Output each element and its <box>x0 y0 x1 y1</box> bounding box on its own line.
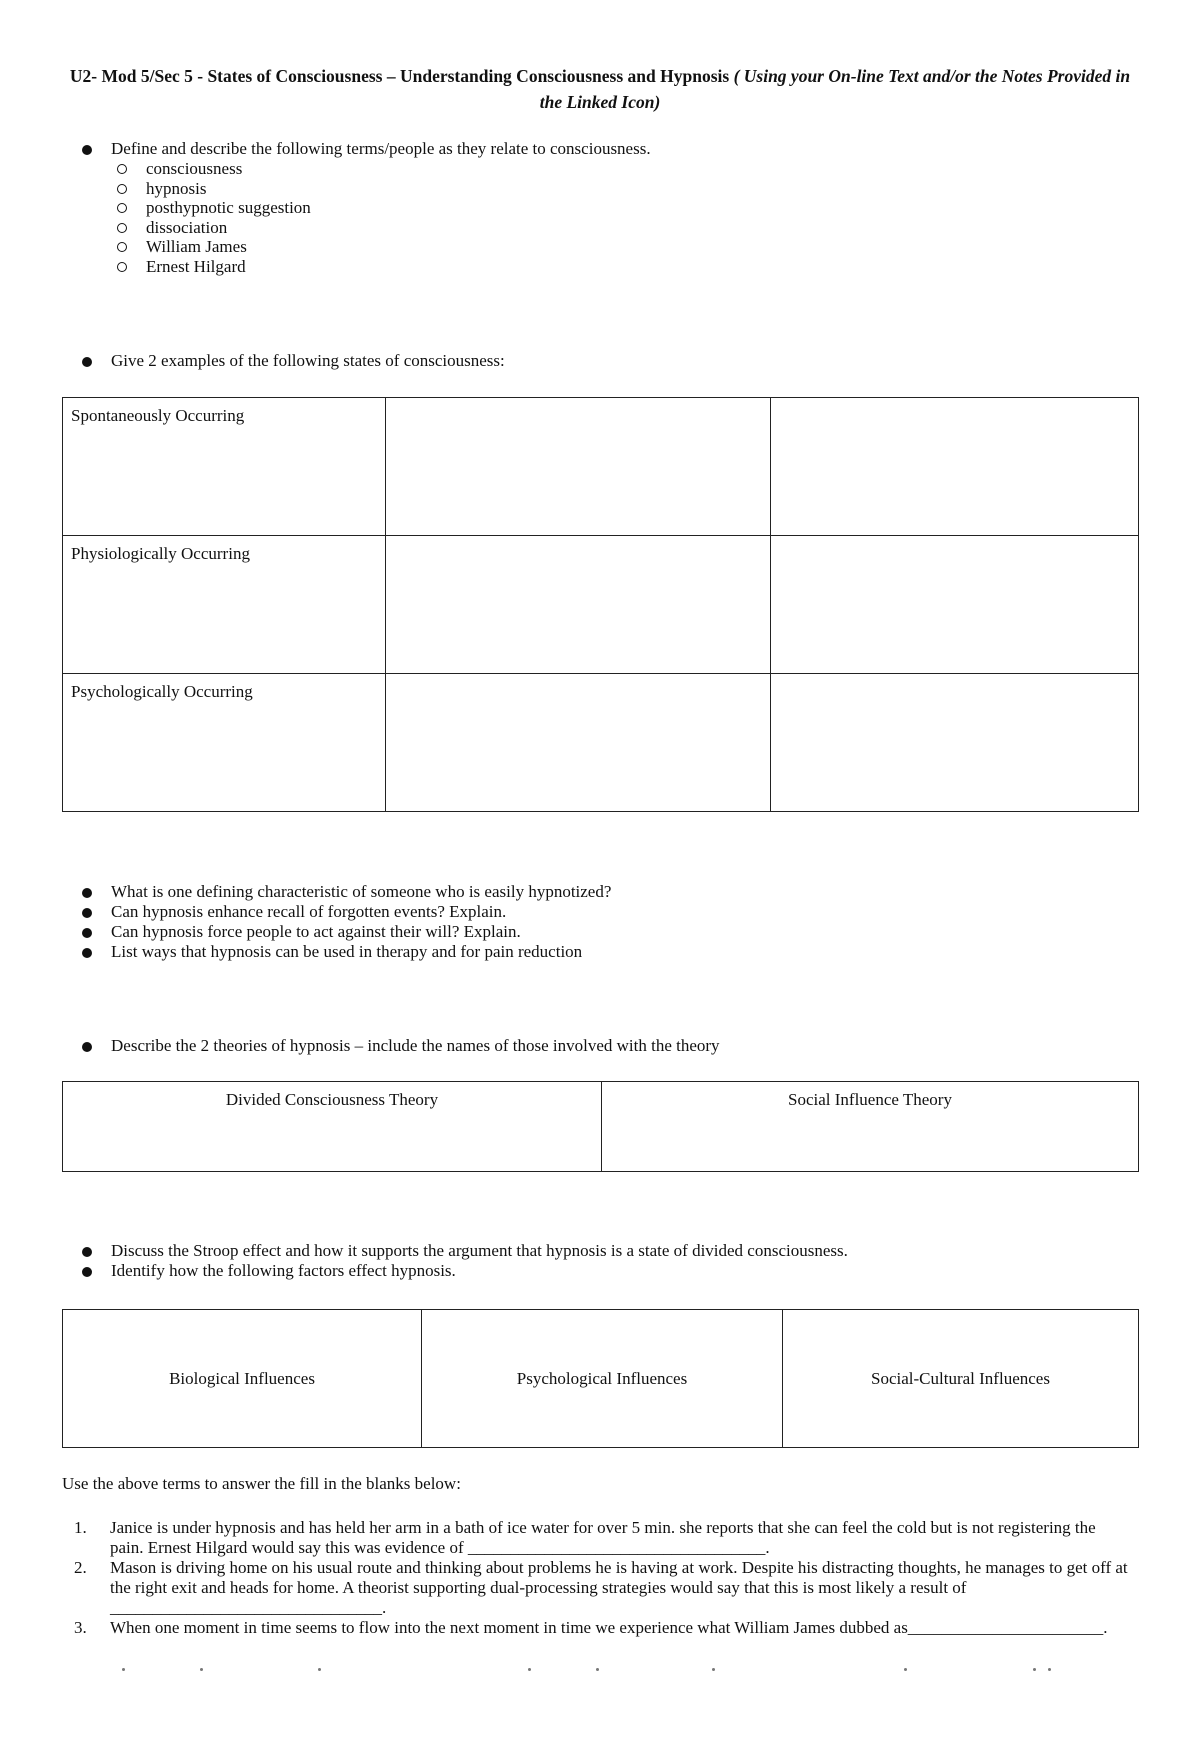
section4-prompt: Describe the 2 theories of hypnosis – include the names of those involved with the theory <box>62 1036 720 1056</box>
bullet-icon <box>82 357 92 367</box>
term-item: William James <box>113 237 311 257</box>
bullet-icon <box>82 888 92 898</box>
answer-cell[interactable] <box>386 536 771 674</box>
section2-prompt: Give 2 examples of the following states of consciousness: <box>62 351 505 371</box>
theory-divided-consciousness: Divided Consciousness Theory <box>63 1082 602 1172</box>
question-item: What is one defining characteristic of someone who is easily hypnotized? <box>62 882 611 902</box>
bullet-icon <box>82 908 92 918</box>
bullet-icon <box>82 948 92 958</box>
fill-in-item: 2. Mason is driving home on his usual route and thinking about problems he is having at work. Despite his distracting thoughts, he manages to get off at the right exit and heads for home. A theorist supporting dual-processing strategies would say that this is most likely a result of ________________________________. <box>74 1558 1128 1617</box>
theories-table <box>62 1081 1139 1172</box>
question-item: Discuss the Stroop effect and how it supports the argument that hypnosis is a state of divided consciousness. <box>62 1241 848 1261</box>
bullet-icon <box>82 1247 92 1257</box>
title-note: ( Using your On-line Text and/or the Notes Provided in the Linked Icon) <box>539 66 1131 112</box>
bullet-icon <box>82 145 92 155</box>
section3-list <box>62 882 611 962</box>
table-row <box>63 1082 1139 1172</box>
section1-prompt: Define and describe the following terms/people as they relate to consciousness. <box>62 139 651 159</box>
answer-cell[interactable] <box>386 398 771 536</box>
factors-table <box>62 1309 1139 1448</box>
section5-list <box>62 1241 848 1281</box>
fill-in-item: 3. When one moment in time seems to flow into the next moment in time we experience what William James dubbed as_______________________. <box>74 1618 1108 1637</box>
table-row <box>63 674 1139 812</box>
row-label: Psychologically Occurring <box>63 674 386 812</box>
title-main: U2- Mod 5/Sec 5 - States of Consciousness – Understanding Consciousness and Hypnosis <box>69 66 730 86</box>
circle-bullet-icon <box>117 203 127 213</box>
question-item: List ways that hypnosis can be used in therapy and for pain reduction <box>62 942 611 962</box>
term-item: consciousness <box>113 159 311 179</box>
fill-in-intro: Use the above terms to answer the fill in the blanks below: <box>62 1474 461 1493</box>
answer-cell[interactable] <box>771 674 1139 812</box>
bullet-icon <box>82 1042 92 1052</box>
factor-social-cultural: Social-Cultural Influences <box>783 1310 1139 1448</box>
circle-bullet-icon <box>117 223 127 233</box>
bullet-icon <box>82 928 92 938</box>
term-item: Ernest Hilgard <box>113 257 311 277</box>
row-label: Physiologically Occurring <box>63 536 386 674</box>
question-item: Can hypnosis force people to act against their will? Explain. <box>62 922 611 942</box>
page-title <box>62 63 1138 115</box>
answer-cell[interactable] <box>386 674 771 812</box>
question-item: Identify how the following factors effect hypnosis. <box>62 1261 848 1281</box>
fill-in-list <box>62 1518 1132 1638</box>
circle-bullet-icon <box>117 184 127 194</box>
table-row <box>63 536 1139 674</box>
theory-social-influence: Social Influence Theory <box>602 1082 1139 1172</box>
circle-bullet-icon <box>117 242 127 252</box>
circle-bullet-icon <box>117 262 127 272</box>
terms-list <box>113 159 311 277</box>
term-item: posthypnotic suggestion <box>113 198 311 218</box>
answer-cell[interactable] <box>771 536 1139 674</box>
answer-cell[interactable] <box>771 398 1139 536</box>
table-row <box>63 398 1139 536</box>
question-item: Can hypnosis enhance recall of forgotten events? Explain. <box>62 902 611 922</box>
factor-psychological: Psychological Influences <box>422 1310 783 1448</box>
bullet-icon <box>82 1267 92 1277</box>
row-label: Spontaneously Occurring <box>63 398 386 536</box>
circle-bullet-icon <box>117 164 127 174</box>
section2-list <box>62 351 505 371</box>
section4-list <box>62 1036 720 1056</box>
fill-in-item: 1. Janice is under hypnosis and has held her arm in a bath of ice water for over 5 min. she reports that she can feel the cold but is not registering the pain. Ernest Hilgard would say this was evidence of ___________________________________. <box>74 1518 1096 1557</box>
states-table <box>62 397 1139 812</box>
term-item: hypnosis <box>113 179 311 199</box>
factor-biological: Biological Influences <box>63 1310 422 1448</box>
term-item: dissociation <box>113 218 311 238</box>
section1-list <box>62 139 651 159</box>
page-cut-artifacts <box>118 1668 1058 1676</box>
table-row <box>63 1310 1139 1448</box>
